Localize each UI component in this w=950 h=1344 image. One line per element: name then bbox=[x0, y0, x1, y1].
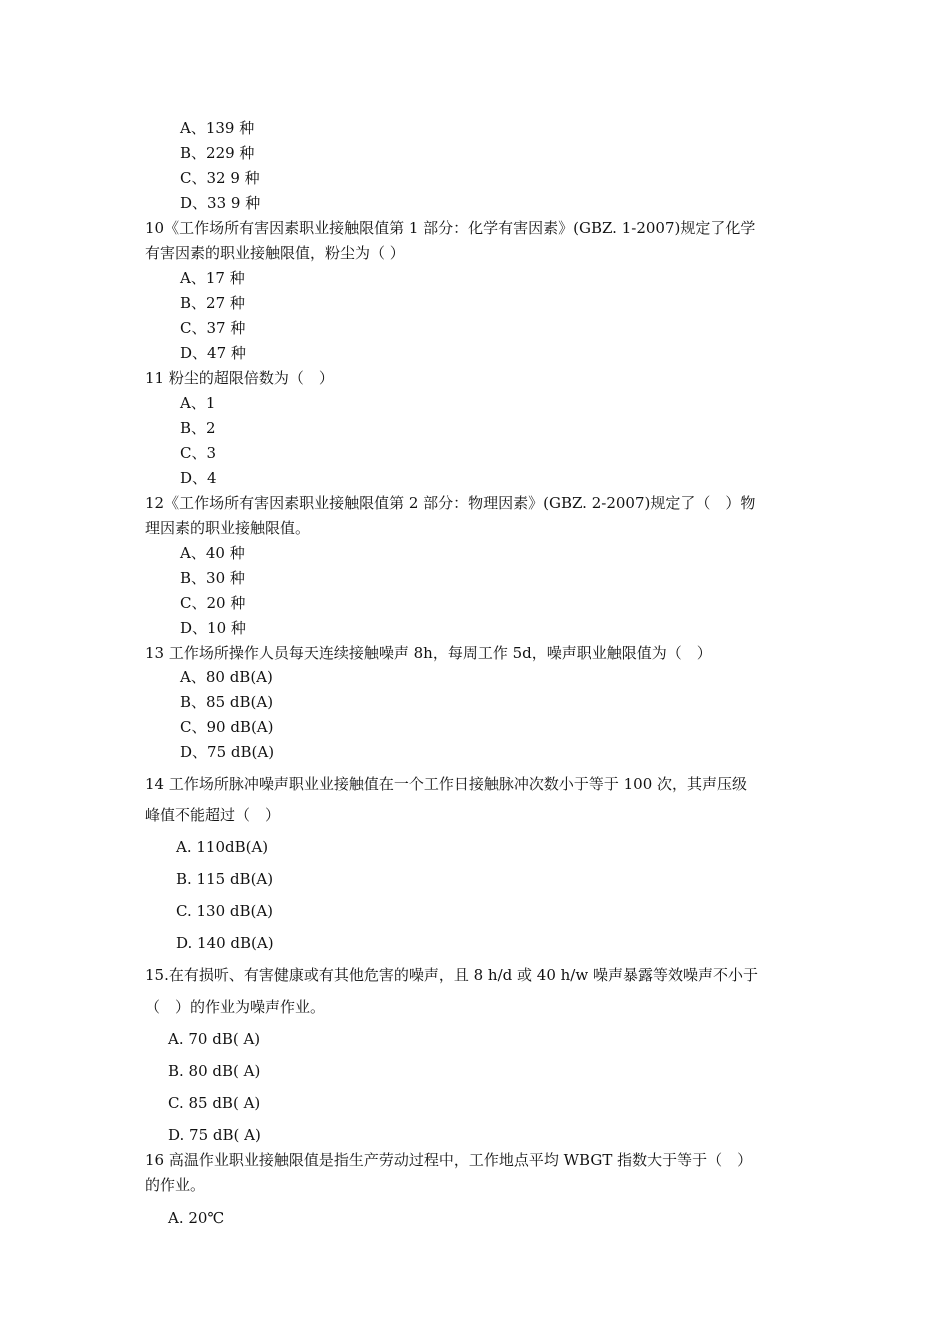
q16-text-line-2: 的作业。 bbox=[145, 1176, 206, 1194]
q13-option-b: B、85 dB(A) bbox=[180, 693, 274, 711]
q15-option-a: A. 70 dB( A) bbox=[168, 1030, 261, 1048]
q12-option-b: B、30 种 bbox=[180, 569, 245, 587]
q14-option-b: B. 115 dB(A) bbox=[176, 870, 274, 888]
q14-text-line-2: 峰值不能超过（ ） bbox=[145, 806, 281, 824]
q15-option-d: D. 75 dB( A) bbox=[168, 1126, 261, 1144]
q9-option-d: D、33 9 种 bbox=[180, 194, 261, 212]
q9-option-c: C、32 9 种 bbox=[180, 169, 260, 187]
q13-option-d: D、75 dB(A) bbox=[180, 743, 275, 761]
q9-option-a: A、139 种 bbox=[180, 119, 255, 137]
q16-option-a: A. 20℃ bbox=[168, 1209, 225, 1227]
q10-text-line-1: 10《工作场所有害因素职业接触限值第 1 部分：化学有害因素》(GBZ. 1-2007)规定了化学 bbox=[145, 219, 756, 237]
q12-option-a: A、40 种 bbox=[180, 544, 245, 562]
q16-text-line-1: 16 高温作业职业接触限值是指生产劳动过程中，工作地点平均 WBGT 指数大于等于（ ） bbox=[145, 1151, 753, 1169]
q14-option-c: C. 130 dB(A) bbox=[176, 902, 274, 920]
q15-option-b: B. 80 dB( A) bbox=[168, 1062, 261, 1080]
q11-option-b: B、2 bbox=[180, 419, 216, 437]
q14-option-d: D. 140 dB(A) bbox=[176, 934, 274, 952]
q15-text-line-2: （ ）的作业为噪声作业。 bbox=[145, 998, 326, 1016]
q12-text-line-1: 12《工作场所有害因素职业接触限值第 2 部分：物理因素》(GBZ. 2-2007)规定了（ ）物 bbox=[145, 494, 756, 512]
q12-option-d: D、10 种 bbox=[180, 619, 246, 637]
q11-option-a: A、1 bbox=[180, 394, 216, 412]
q11-option-c: C、3 bbox=[180, 444, 217, 462]
q15-text-line-1: 15.在有损听、有害健康或有其他危害的噪声，且 8 h/d 或 40 h/w 噪声暴露等效噪声不小于 bbox=[145, 966, 758, 984]
q12-text-line-2: 理因素的职业接触限值。 bbox=[145, 519, 311, 537]
q15-option-c: C. 85 dB( A) bbox=[168, 1094, 261, 1112]
q14-option-a: A. 110dB(A) bbox=[176, 838, 269, 856]
q9-option-b: B、229 种 bbox=[180, 144, 255, 162]
q13-text-line-1: 13 工作场所操作人员每天连续接触噪声 8h，每周工作 5d，噪声职业触限值为（ ） bbox=[145, 644, 712, 662]
q11-option-d: D、4 bbox=[180, 469, 217, 487]
q10-text-line-2: 有害因素的职业接触限值，粉尘为（ ） bbox=[145, 244, 405, 262]
q11-text-line-1: 11 粉尘的超限倍数为（ ） bbox=[145, 369, 334, 387]
q10-option-a: A、17 种 bbox=[180, 269, 245, 287]
q14-text-line-1: 14 工作场所脉冲噪声职业业接触值在一个工作日接触脉冲次数小于等于 100 次，其声压级 bbox=[145, 775, 748, 793]
q13-option-c: C、90 dB(A) bbox=[180, 718, 274, 736]
q12-option-c: C、20 种 bbox=[180, 594, 246, 612]
q13-option-a: A、80 dB(A) bbox=[180, 668, 273, 686]
q10-option-b: B、27 种 bbox=[180, 294, 245, 312]
q10-option-c: C、37 种 bbox=[180, 319, 246, 337]
q10-option-d: D、47 种 bbox=[180, 344, 246, 362]
